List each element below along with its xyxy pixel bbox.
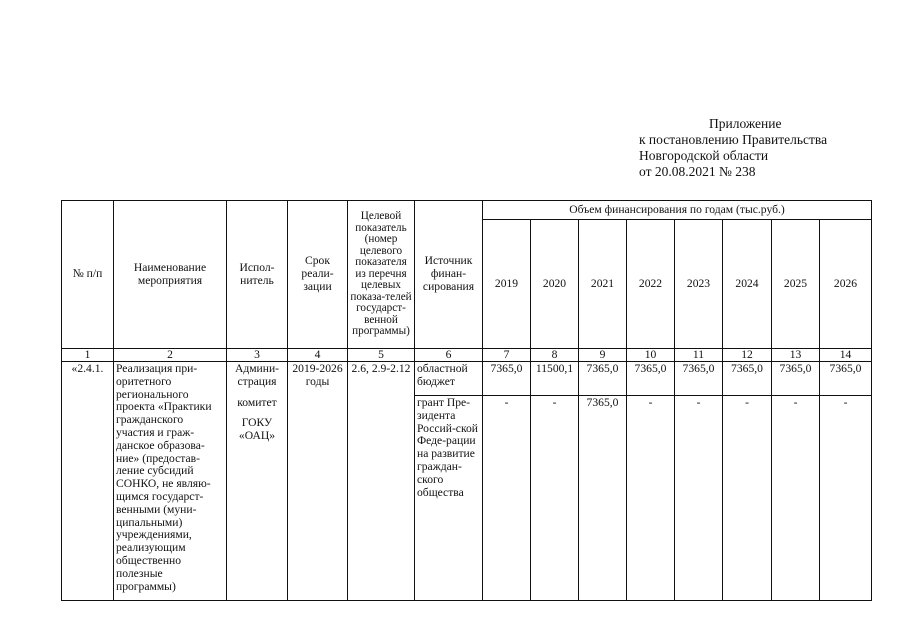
appendix-line-region: Новгородской области (639, 148, 769, 163)
column-number: 6 (415, 349, 483, 362)
column-number: 2 (114, 349, 227, 362)
column-number: 11 (675, 349, 723, 362)
column-number: 1 (62, 349, 114, 362)
header-source: Источник финан-сирования (415, 201, 483, 349)
column-number: 9 (579, 349, 627, 362)
value-cell: - (675, 396, 723, 601)
row-executor (227, 362, 288, 601)
executor-goku: ГОКУ «ОАЦ» (238, 416, 276, 443)
appendix-block (639, 116, 889, 180)
value-cell: - (820, 396, 872, 601)
header-indicator: Целевой показатель (номер целевого показателя из перечня целевых показа-телей государст-венной программы) (348, 201, 415, 349)
header-term: Срок реали-зации (288, 201, 348, 349)
header-num: № п/п (62, 201, 114, 349)
row-num: «2.4.1. (62, 362, 114, 601)
row-term: 2019-2026 годы (288, 362, 348, 601)
column-number: 14 (820, 349, 872, 362)
value-cell: - (772, 396, 820, 601)
header-year: 2020 (531, 220, 579, 349)
appendix-line-date: от 20.08.2021 № 238 (639, 164, 756, 179)
value-cell: 7365,0 (579, 396, 627, 601)
value-cell: 7365,0 (627, 362, 675, 396)
funding-table (61, 200, 872, 601)
column-number: 13 (772, 349, 820, 362)
row-activity-name: Реализация при-оритетного регионального проекта «Практики гражданского участия и граж-данское образова-ние» (предостав-ление субсидий СОНКО, не являю-щимся государст-венными (муни-ципальными) учреждениями, реализующим общественно полезные программы) (114, 362, 227, 601)
appendix-title: Приложение (709, 116, 782, 131)
value-cell: - (723, 396, 772, 601)
value-cell: - (531, 396, 579, 601)
column-number: 12 (723, 349, 772, 362)
header-year: 2019 (483, 220, 531, 349)
column-number: 10 (627, 349, 675, 362)
header-funding: Объем финансирования по годам (тыс.руб.) (483, 201, 872, 220)
appendix-line-decree: к постановлению Правительства (639, 132, 828, 147)
column-number: 8 (531, 349, 579, 362)
value-cell: 7365,0 (483, 362, 531, 396)
executor-administration: Админи-страция (234, 362, 280, 388)
column-number: 3 (227, 349, 288, 362)
value-cell: 7365,0 (820, 362, 872, 396)
column-number: 4 (288, 349, 348, 362)
value-cell: 7365,0 (675, 362, 723, 396)
header-year: 2025 (772, 220, 820, 349)
header-year: 2021 (579, 220, 627, 349)
value-cell: 11500,1 (531, 362, 579, 396)
header-year: 2026 (820, 220, 872, 349)
column-number: 5 (348, 349, 415, 362)
value-cell: 7365,0 (579, 362, 627, 396)
value-cell: - (627, 396, 675, 601)
row-indicator: 2.6, 2.9-2.12 (348, 362, 415, 601)
value-cell: 7365,0 (772, 362, 820, 396)
source-regional-budget: областной бюджет (415, 362, 483, 396)
header-executor: Испол-нитель (227, 201, 288, 349)
source-presidential-grant: грант Пре-зидента Россий-ской Феде-рации на развитие граждан-ского общества (415, 396, 483, 601)
header-year: 2022 (627, 220, 675, 349)
executor-committee: комитет (237, 395, 277, 409)
value-cell: - (483, 396, 531, 601)
value-cell: 7365,0 (723, 362, 772, 396)
header-year: 2023 (675, 220, 723, 349)
column-number: 7 (483, 349, 531, 362)
header-name: Наименование мероприятия (114, 201, 227, 349)
header-year: 2024 (723, 220, 772, 349)
